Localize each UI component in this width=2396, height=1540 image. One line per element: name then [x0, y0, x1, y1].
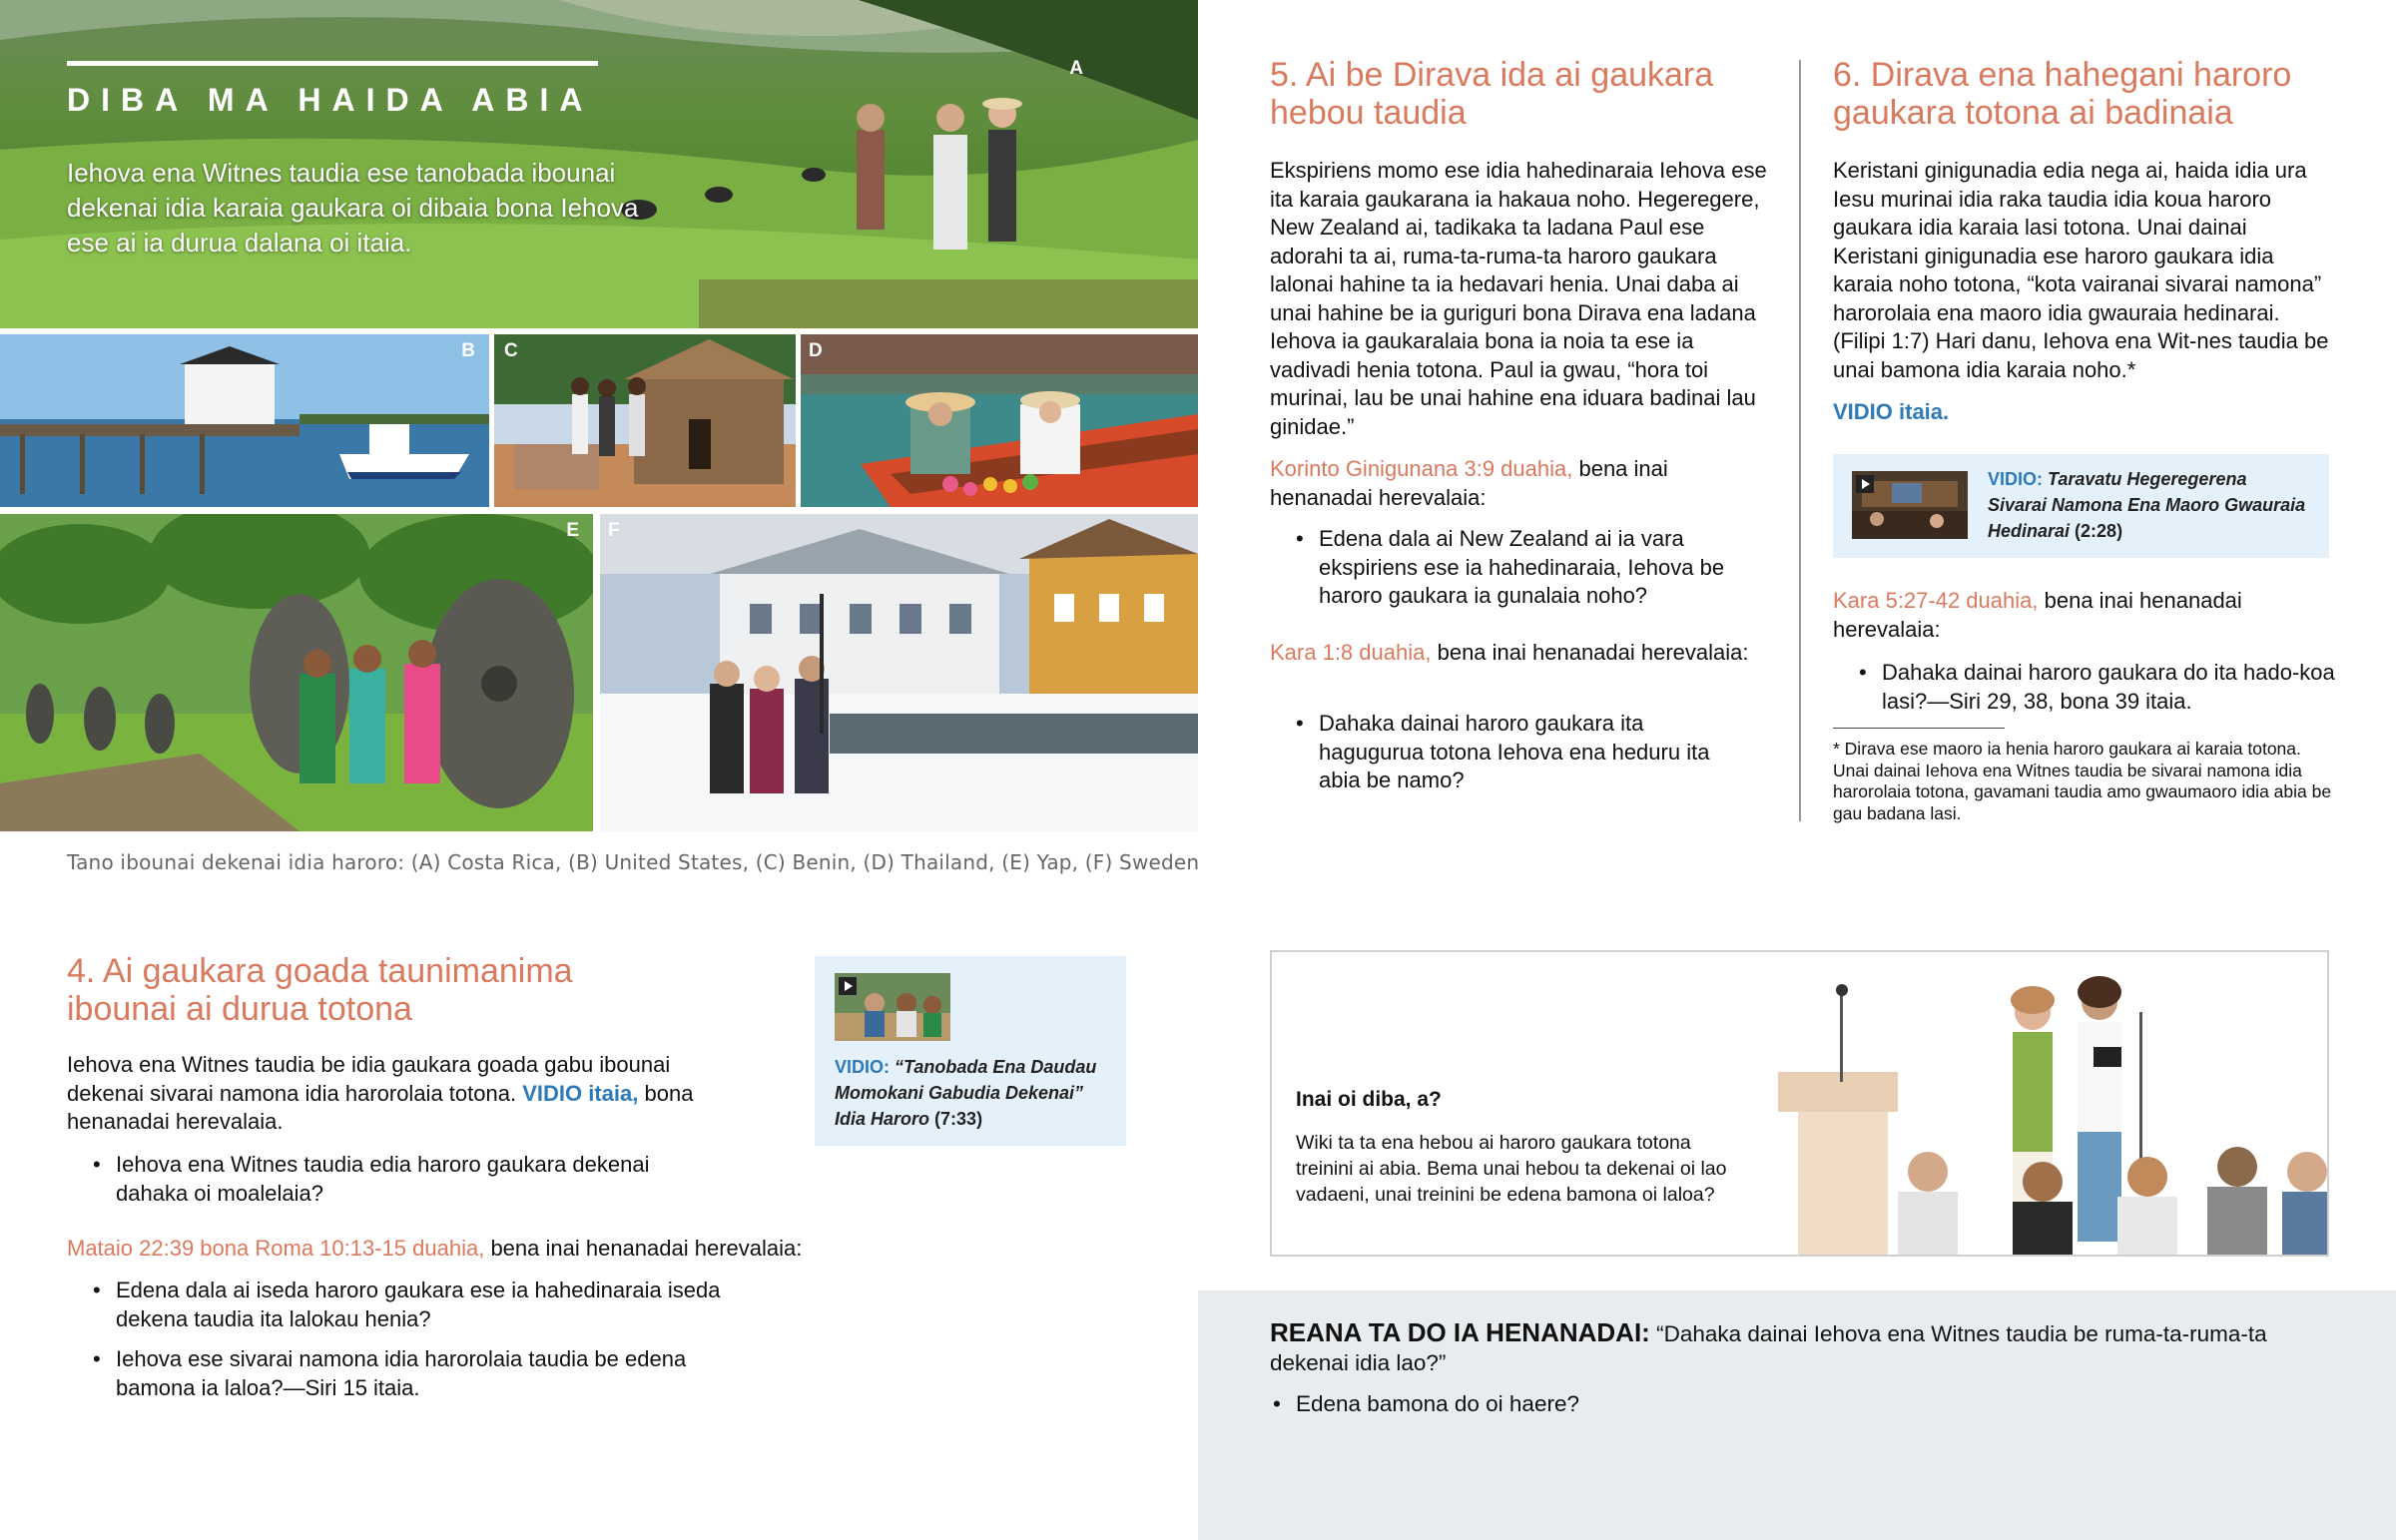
section-4-intro [67, 1051, 726, 1137]
section-5-ref-1 [1270, 455, 1769, 512]
photo-thailand [801, 334, 1198, 507]
did-you-know-text: Wiki ta ta ena hebou ai haroro gaukara totona treinini ai abia. Bema unai hebou ta dekenai oi lao vadaeni, unai treinini be edena bamona oi laloa? [1296, 1132, 1727, 1206]
photo-letter-f: F [608, 520, 620, 541]
section-4-intro-tail: bona henanadai herevalaia. [67, 1080, 694, 1134]
section-5-ref-1-link[interactable]: Korinto Ginigunana 3:9 duahia, [1270, 456, 1573, 481]
did-you-know-box [1270, 950, 2329, 1257]
review-heading: REANA TA DO IA HENANADAI: [1270, 1317, 1650, 1347]
section-6-body: Keristani ginigunadia edia nega ai, haida idia ura Iesu murinai idia raka taudia idia koua haroro gaukara idia karaia lasi totona. Unai dainai Keristani ginigunadia ese haroro gaukara idia karaia noho totona, “kota vairanai sivarai namona” harorolaia ena maoro idia gwauraia hedinarai. (Filipi 1:7) Hari danu, Iehova ena Wit-nes taudia be unai bamona idia karaia noho.* [1833, 158, 2329, 382]
section-6-ref-tail: bena inai henanadai herevalaia: [1833, 588, 2242, 642]
meeting-illustration [1768, 952, 2327, 1255]
section-4-title: 4. Ai gaukara goada taunimanima ibounai ai durua totona [67, 952, 573, 1028]
photo-letter-c: C [504, 340, 518, 361]
footnote: * Dirava ese maoro ia henia haroro gaukara ai karaia totona. Unai dainai Iehova ena Witnes taudia be sivarai namona idia harorolaia totona, gavamani taudia amo gwaumaoro idia abia be gau badana lasi. [1833, 739, 2332, 823]
section-5-bullets-a [1293, 525, 1732, 623]
photo-caption: Tano ibounai dekenai idia haroro: (A) Costa Rica, (B) United States, (C) Benin, (D) Thailand, (E) Yap, (F) Sweden [67, 850, 1200, 874]
hero-divider [67, 61, 598, 66]
section-5-title: 5. Ai be Dirava ida ai gaukara hebou taudia [1270, 56, 1714, 132]
footnote-divider [1833, 728, 2005, 729]
review-bullets [1270, 1389, 1579, 1418]
photo-letter-e: E [566, 520, 579, 541]
section-4-bullet-1: • Iehova ena Witnes taudia edia haroro gaukara dekenai dahaka oi moalelaia? [90, 1151, 709, 1208]
section-5-ref-2 [1270, 639, 1769, 668]
photo-yap [0, 514, 593, 831]
section-6-bullet-1: • Dahaka dainai haroro gaukara do ita hado-koa lasi?—Siri 29, 38, bona 39 itaia. [1856, 659, 2335, 716]
column-divider [1799, 60, 1801, 821]
hero-intro: Iehova ena Witnes taudia ese tanobada ibounai dekenai idia karaia gaukara oi dibaia bona Iehova ese ai ia durua dalana oi itaia. [67, 158, 639, 257]
section-4-video-caption[interactable] [835, 1054, 1119, 1132]
video-thumbnail[interactable] [835, 973, 950, 1041]
video-title: Taravatu Hegeregerena Sivarai Namona Ena Maoro Gwauraia Hedinarai [1988, 469, 2306, 541]
photo-united-states [0, 334, 489, 507]
section-5-bullet-1: • Edena dala ai New Zealand ai ia vara ekspiriens ese ia hahedinaraia, Iehova be haroro gaukara ia gunalaia noho? [1293, 525, 1732, 611]
section-6-title: 6. Dirava ena hahegani haroro gaukara totona ai badinaia [1833, 56, 2292, 132]
section-4-scripture-ref[interactable]: Mataio 22:39 bona Roma 10:13-15 duahia, [67, 1236, 485, 1261]
section-5-ref-2-link[interactable]: Kara 1:8 duahia, [1270, 640, 1432, 665]
section-4-intro-text: Iehova ena Witnes taudia be idia gaukara goada gabu ibounai dekenai sivarai namona idia harorolaia totona. [67, 1052, 671, 1106]
section-4-video-box[interactable] [815, 956, 1126, 1146]
video-thumbnail[interactable] [1852, 471, 1968, 539]
photo-sweden [600, 514, 1198, 831]
review-bullet: • Edena bamona do oi haere? [1270, 1389, 1579, 1418]
video-duration: (7:33) [934, 1109, 983, 1129]
photo-letter-a: A [1069, 58, 1083, 79]
photo-letter-b: B [461, 340, 475, 361]
section-5-bullets-b [1293, 710, 1732, 807]
section-4-bullets-a [90, 1151, 709, 1220]
section-5-body: Ekspiriens momo ese idia hahedinaraia Iehova ese ita karaia gaukarana ia hakaua noho. Hegeregere, New Zealand ai, tadikaka ta ladana Paul ese adorahi ta ai, ruma-ta-ruma-ta haroro gaukara lalonai hahine ta ia hedavari henia. Unai daba ai unai hahine be ia guriguri bona Dirava ena ladana Iehova ia gaukaralaia bona ia noia ta ese ia vadivadi henia totona. Paul ia gwau, “hora toi murinai, lau be unai hahine ena iduara badinai lau ginidae.” [1270, 158, 1767, 439]
section-6-ref [1833, 587, 2332, 644]
section-6-ref-link[interactable]: Kara 5:27-42 duahia, [1833, 588, 2039, 613]
section-6-video-box[interactable] [1833, 454, 2329, 558]
section-5-bullet-2: • Dahaka dainai haroro gaukara ita hagugurua totona Iehova ena heduru ita abia be namo? [1293, 710, 1732, 795]
section-4-bullet-3: • Iehova ese sivarai namona idia harorolaia taudia be edena bamona ia laloa?—Siri 15 itaia. [90, 1345, 769, 1402]
review-question-text: “Dahaka dainai Iehova ena Witnes taudia be ruma-ta-ruma-ta dekenai idia lao?” [1270, 1321, 2267, 1375]
section-6-video-link[interactable]: VIDIO itaia. [1833, 399, 1950, 424]
play-icon[interactable] [1856, 475, 1874, 493]
section-6-video-caption[interactable] [1988, 466, 2307, 544]
section-4-video-link[interactable]: VIDIO itaia, [522, 1080, 639, 1106]
video-title: “Tanobada Ena Daudau Momokani Gabudia Dekenai” Idia Haroro [835, 1057, 1097, 1129]
section-5-ref-1-tail: bena inai henanadai herevalaia: [1270, 456, 1668, 510]
hero-title: DIBA MA HAIDA ABIA [67, 82, 594, 118]
section-4-bullets-b [90, 1277, 769, 1414]
section-6-bullets [1856, 659, 2335, 728]
video-label: VIDIO: [835, 1057, 891, 1077]
section-4-scripture [67, 1235, 886, 1264]
play-icon[interactable] [839, 977, 857, 995]
photo-benin [494, 334, 796, 507]
review-box [1198, 1290, 2396, 1540]
photo-letter-d: D [809, 340, 823, 361]
did-you-know-title: Inai oi diba, a? [1296, 1088, 1442, 1111]
section-4-bullet-2: • Edena dala ai iseda haroro gaukara ese ia hahedinaraia iseda dekena taudia ita lalokau henia? [90, 1277, 769, 1333]
video-duration: (2:28) [2075, 521, 2123, 541]
section-5-ref-2-tail: bena inai henanadai herevalaia: [1437, 640, 1749, 665]
review-question [1270, 1318, 2338, 1377]
section-4-scripture-tail: bena inai henanadai herevalaia: [490, 1236, 803, 1261]
video-label: VIDIO: [1988, 469, 2044, 489]
